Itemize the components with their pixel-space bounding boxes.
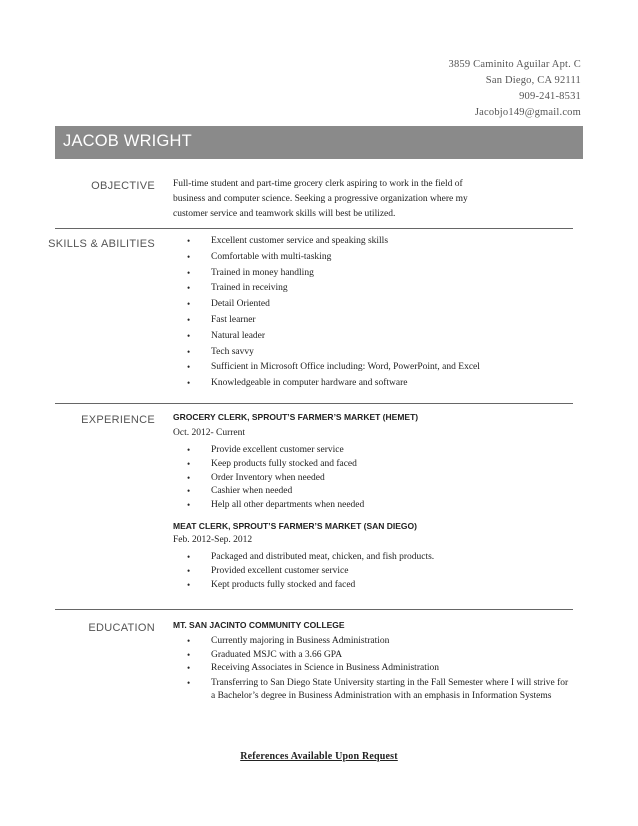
list-item: • Graduated MSJC with a 3.66 GPA — [173, 650, 571, 664]
list-item: • Kept products fully stocked and faced — [173, 580, 434, 594]
section-divider — [55, 403, 573, 404]
job-title: MEAT CLERK, SPROUT’S FARMER’S MARKET (SAN DIEGO) — [173, 521, 417, 531]
objective-heading: OBJECTIVE — [91, 180, 155, 192]
list-item: • Order Inventory when needed — [173, 473, 364, 487]
contact-phone: 909-241-8531 — [519, 91, 581, 102]
list-item: • Packaged and distributed meat, chicken, and fish products. — [173, 552, 434, 566]
list-item: • Comfortable with multi-tasking — [173, 252, 480, 268]
list-item: • Tech savvy — [173, 347, 480, 363]
skills-list — [173, 236, 480, 394]
list-item: • Transferring to San Diego State University starting in the Fall Semester where I will strive for a Bachelor’s degree in Business Administration with an emphasis in Information Systems — [173, 677, 571, 691]
name-banner — [55, 126, 583, 159]
contact-block — [449, 57, 581, 121]
skills-heading: SKILLS & ABILITIES — [48, 238, 155, 250]
contact-city: San Diego, CA 92111 — [485, 75, 581, 86]
list-item: • Knowledgeable in computer hardware and software — [173, 378, 480, 394]
contact-email: Jacobjo149@gmail.com — [474, 107, 581, 118]
school-name: MT. SAN JACINTO COMMUNITY COLLEGE — [173, 620, 345, 630]
job-duties-list — [173, 445, 364, 514]
job-dates: Feb. 2012-Sep. 2012 — [173, 535, 253, 545]
experience-heading: EXPERIENCE — [81, 414, 155, 426]
section-divider — [55, 228, 573, 229]
objective-text — [173, 177, 503, 222]
list-item: • Provided excellent customer service — [173, 566, 434, 580]
list-item: • Excellent customer service and speaking skills — [173, 236, 480, 252]
list-item: • Natural leader — [173, 331, 480, 347]
list-item: • Sufficient in Microsoft Office including: Word, PowerPoint, and Excel — [173, 362, 480, 378]
list-item: • Currently majoring in Business Administration — [173, 636, 571, 650]
contact-address: 3859 Caminito Aguilar Apt. C — [448, 59, 581, 70]
job-title: GROCERY CLERK, SPROUT’S FARMER’S MARKET (HEMET) — [173, 412, 419, 422]
objective-line: Full-time student and part-time grocery clerk aspiring to work in the field of — [173, 179, 463, 189]
list-item: • Trained in money handling — [173, 268, 480, 284]
list-item: • Provide excellent customer service — [173, 445, 364, 459]
education-heading: EDUCATION — [88, 622, 155, 634]
candidate-name: JACOB WRIGHT — [63, 132, 192, 150]
list-item: • Keep products fully stocked and faced — [173, 459, 364, 473]
section-divider — [55, 609, 573, 610]
objective-line: customer service and teamwork skills will best be utilized. — [173, 209, 396, 219]
job-dates: Oct. 2012- Current — [173, 428, 246, 438]
references-note: References Available Upon Request — [240, 751, 398, 762]
list-item: • Fast learner — [173, 315, 480, 331]
list-item: • Help all other departments when needed — [173, 500, 364, 514]
objective-line: business and computer science. Seeking a progressive organization where my — [173, 194, 468, 204]
list-item: • Cashier when needed — [173, 486, 364, 500]
job-duties-list — [173, 552, 434, 593]
education-list — [173, 636, 571, 701]
list-item: • Receiving Associates in Science in Business Administration — [173, 663, 571, 677]
list-item: • Detail Oriented — [173, 299, 480, 315]
list-item: • Trained in receiving — [173, 283, 480, 299]
